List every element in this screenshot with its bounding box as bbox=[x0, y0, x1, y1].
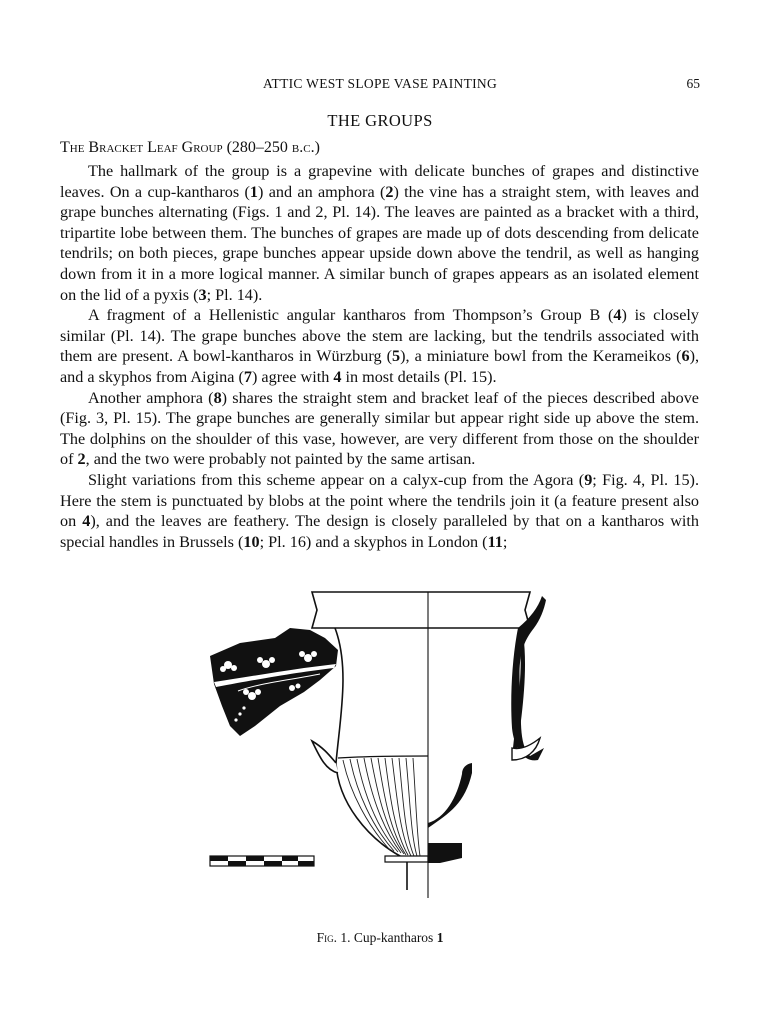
catalogue-number: 4 bbox=[82, 512, 91, 531]
catalogue-number: 4 bbox=[613, 306, 622, 325]
group-dates-text: (280–250 b.c.) bbox=[226, 139, 320, 156]
scale-bar bbox=[210, 856, 314, 866]
catalogue-number: 5 bbox=[392, 347, 401, 366]
caption-label: Fig. 1. bbox=[316, 930, 351, 945]
catalogue-number: 3 bbox=[198, 285, 207, 304]
catalogue-number: 9 bbox=[584, 470, 593, 489]
vase-rim bbox=[312, 592, 530, 628]
catalogue-number: 4 bbox=[333, 367, 342, 386]
figure-cup-kantharos bbox=[200, 588, 560, 898]
catalogue-number: 2 bbox=[77, 450, 86, 469]
vase-section-profile bbox=[428, 763, 472, 828]
paragraph: Another amphora (8) shares the straight stem and bracket leaf of the pieces described above (Fig. 3, Pl. 15). The grape bunches are generally similar but appear right side up above the stem. The dolphins on the shoulder of this vase, however, are very different from those on the shoulder of 2, and the two were probably not painted by the same artisan. bbox=[60, 388, 699, 469]
catalogue-number: 8 bbox=[213, 388, 222, 407]
body-text bbox=[60, 161, 699, 552]
catalogue-number: 6 bbox=[681, 347, 690, 366]
sherd-fragment bbox=[210, 628, 338, 736]
vase-body-divider bbox=[338, 756, 428, 758]
figure-caption bbox=[60, 930, 700, 946]
vase-section-foot bbox=[428, 843, 462, 863]
vase-foot bbox=[385, 856, 428, 862]
vase-fluting bbox=[343, 758, 420, 856]
catalogue-number: 2 bbox=[385, 182, 394, 201]
paragraph: Slight variations from this scheme appear on a calyx-cup from the Agora (9; Fig. 4, Pl. 15). Here the stem is punctuated by blobs at the point where the tendrils join it (a feature present also on 4), and the leaves are feathery. The design is closely paralleled by that on a kantharos with special handles in Brussels (10; Pl. 16) and a skyphos in London (11; bbox=[60, 470, 699, 551]
cup-kantharos-drawing bbox=[200, 588, 560, 898]
era-abbrev: b.c. bbox=[291, 139, 315, 156]
paragraph: A fragment of a Hellenistic angular kantharos from Thompson’s Group B (4) is closely similar (Pl. 14). The grape bunches above the stem are lacking, but the tendrils associated with them are present. A bowl-kantharos in Würzburg (5), a miniature bowl from the Kerameikos (6), and a skyphos from Aigina (7) agree with 4 in most details (Pl. 15). bbox=[60, 306, 699, 386]
group-name: The Bracket Leaf Group bbox=[60, 139, 223, 156]
vase-handle-spur-left bbox=[312, 741, 338, 773]
paragraph: The hallmark of the group is a grapevine with delicate bunches of grapes and distinctive leaves. On a cup-kantharos (1) and an amphora (2) the vine has a straight stem, with leaves and grape bunches alternating (Figs. 1 and 2, Pl. 14). The leaves are painted as a bracket with a third, tripartite lobe between them. The bunches of grapes are made up of dots descending from delicate tendrils; on both pieces, grape bunches appear upside down above the tendril, as well as hanging down from it in a more logical manner. A similar bunch of grapes appears as an isolated element on the lid of a pyxis (3; Pl. 14). bbox=[60, 162, 699, 304]
catalogue-number: 7 bbox=[243, 367, 252, 386]
catalogue-number: 11 bbox=[487, 532, 503, 551]
catalogue-number: 10 bbox=[243, 532, 260, 551]
caption-number: 1 bbox=[436, 930, 444, 945]
running-head bbox=[60, 76, 700, 96]
running-head-title: ATTIC WEST SLOPE VASE PAINTING bbox=[262, 76, 498, 91]
section-title: THE GROUPS bbox=[327, 111, 433, 130]
caption-text: Cup-kantharos bbox=[353, 930, 434, 945]
group-dates bbox=[227, 139, 320, 156]
page-number: 65 bbox=[686, 76, 700, 91]
catalogue-number: 1 bbox=[249, 182, 258, 201]
group-subhead bbox=[60, 139, 700, 157]
